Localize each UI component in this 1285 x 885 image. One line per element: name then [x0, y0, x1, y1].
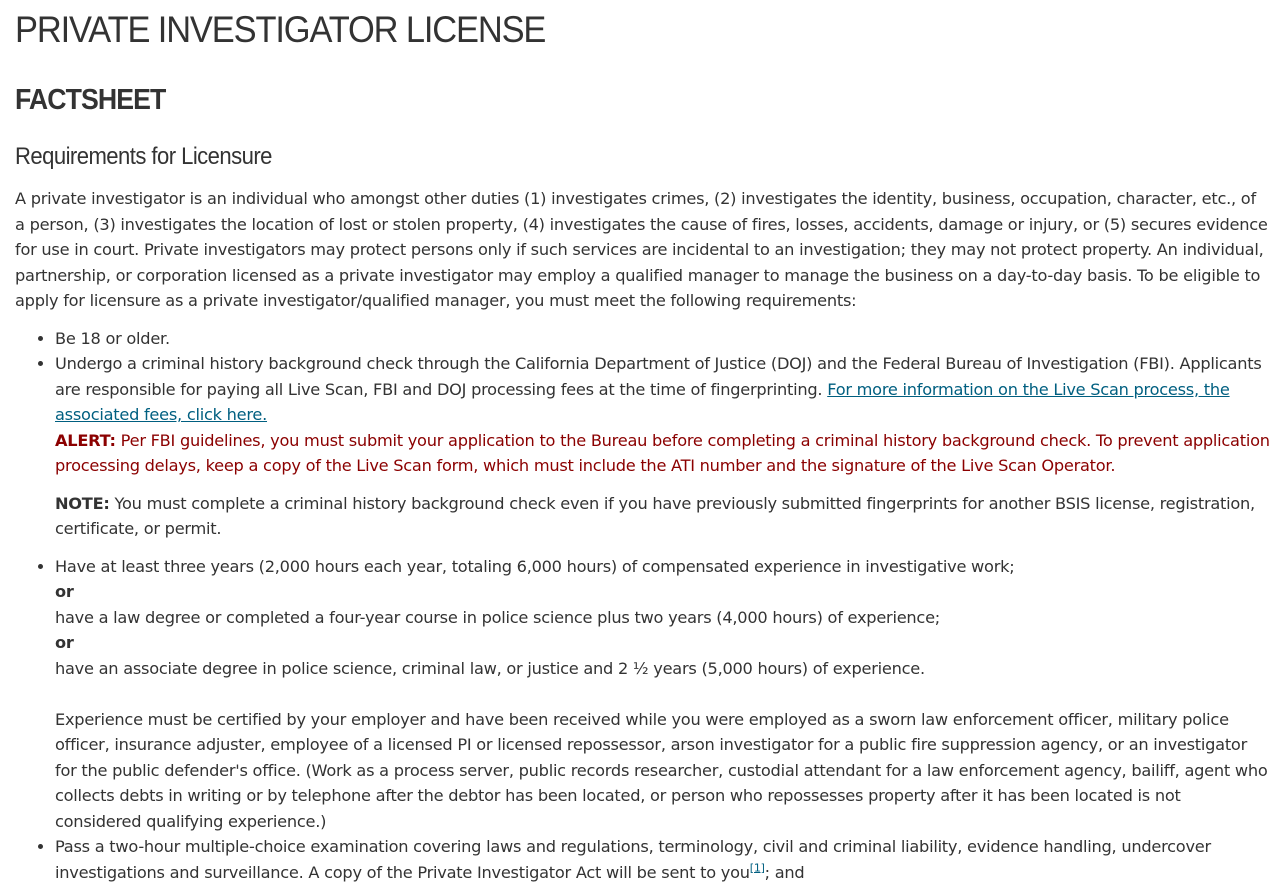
experience-option-3: have an associate degree in police science, criminal law, or justice and 2 ½ years (5,000 hours) of experience. [55, 656, 1270, 682]
section-heading: Requirements for Licensure [15, 142, 1170, 172]
spacer [55, 681, 1270, 707]
or-separator-1: or [55, 579, 1270, 605]
requirement-background-check [55, 351, 1270, 542]
page-subtitle: FACTSHEET [15, 82, 1170, 118]
footnote-ref [750, 861, 765, 874]
or-separator-2: or [55, 630, 1270, 656]
alert-label: ALERT: [55, 431, 116, 450]
requirements-list [15, 326, 1270, 885]
alert-message [55, 428, 1270, 479]
experience-option-1: • Have at least three years (2,000 hours each year, totaling 6,000 hours) of compensated experience in investigative work; [55, 554, 1270, 580]
note-label: NOTE: [55, 494, 110, 513]
requirement-age [55, 326, 1270, 352]
page-title: PRIVATE INVESTIGATOR LICENSE [15, 0, 1182, 58]
live-scan-link[interactable]: For more information on the Live Scan process, the associated fees, click here. [55, 380, 1230, 425]
experience-option-2: have a law degree or completed a four-year course in police science plus two years (4,000 hours) of experience; [55, 605, 1270, 631]
background-text: Undergo a criminal history background check through the California Department of Justice (DOJ) and the Federal Bureau of Investigation (FBI). Applicants are responsible for paying all Live Scan, FBI and DOJ processing fees at the time of fingerprinting. [55, 354, 1262, 399]
note-text: You must complete a criminal history background check even if you have previously submitted fingerprints for another BSIS license, registration, certificate, or permit. [55, 494, 1255, 539]
age-text: Be 18 or older. [55, 329, 170, 348]
intro-paragraph: A private investigator is an individual who amongst other duties (1) investigates crimes, (2) investigates the identity, business, occupation, character, etc., of a person, (3) investigates the location of lost or stolen property, (4) investigates the cause of fires, losses, accidents, damage or injury, or (5) secures evidence for use in court. Private investigators may protect persons only if such services are incidental to an investigation; they may not protect property. An individual, partnership, or corporation licensed as a private investigator may employ a qualified manager to manage the business on a day-to-day basis. To be eligible to apply for licensure as a private investigator/qualified manager, you must meet the following requirements: [15, 186, 1270, 314]
note-message [55, 491, 1270, 542]
alert-text: Per FBI guidelines, you must submit your application to the Bureau before completing a criminal history background check. To prevent application processing delays, keep a copy of the Live Scan form, which must include the ATI number and the signature of the Live Scan Operator. [55, 431, 1270, 476]
requirement-experience [55, 554, 1270, 835]
exam-text: Pass a two-hour multiple-choice examination covering laws and regulations, terminology, civil and criminal liability, evidence handling, undercover investigations and surveillance. A copy of the Private Investigator Act will be sent to you [55, 837, 1211, 882]
footnote-link[interactable]: [1] [750, 861, 765, 874]
experience-certification: Experience must be certified by your employer and have been received while you were employed as a sworn law enforcement officer, military police officer, insurance adjuster, employee of a licensed PI or licensed repossessor, arson investigator for a public fire suppression agency, or an investigator for the public defender's office. (Work as a process server, public records researcher, custodial attendant for a law enforcement agency, bailiff, agent who collects debts in writing or by telephone after the debtor has been located, or person who repossesses property after it has been located is not considered qualifying experience.) [55, 707, 1270, 835]
exam-tail: ; and [765, 863, 805, 882]
